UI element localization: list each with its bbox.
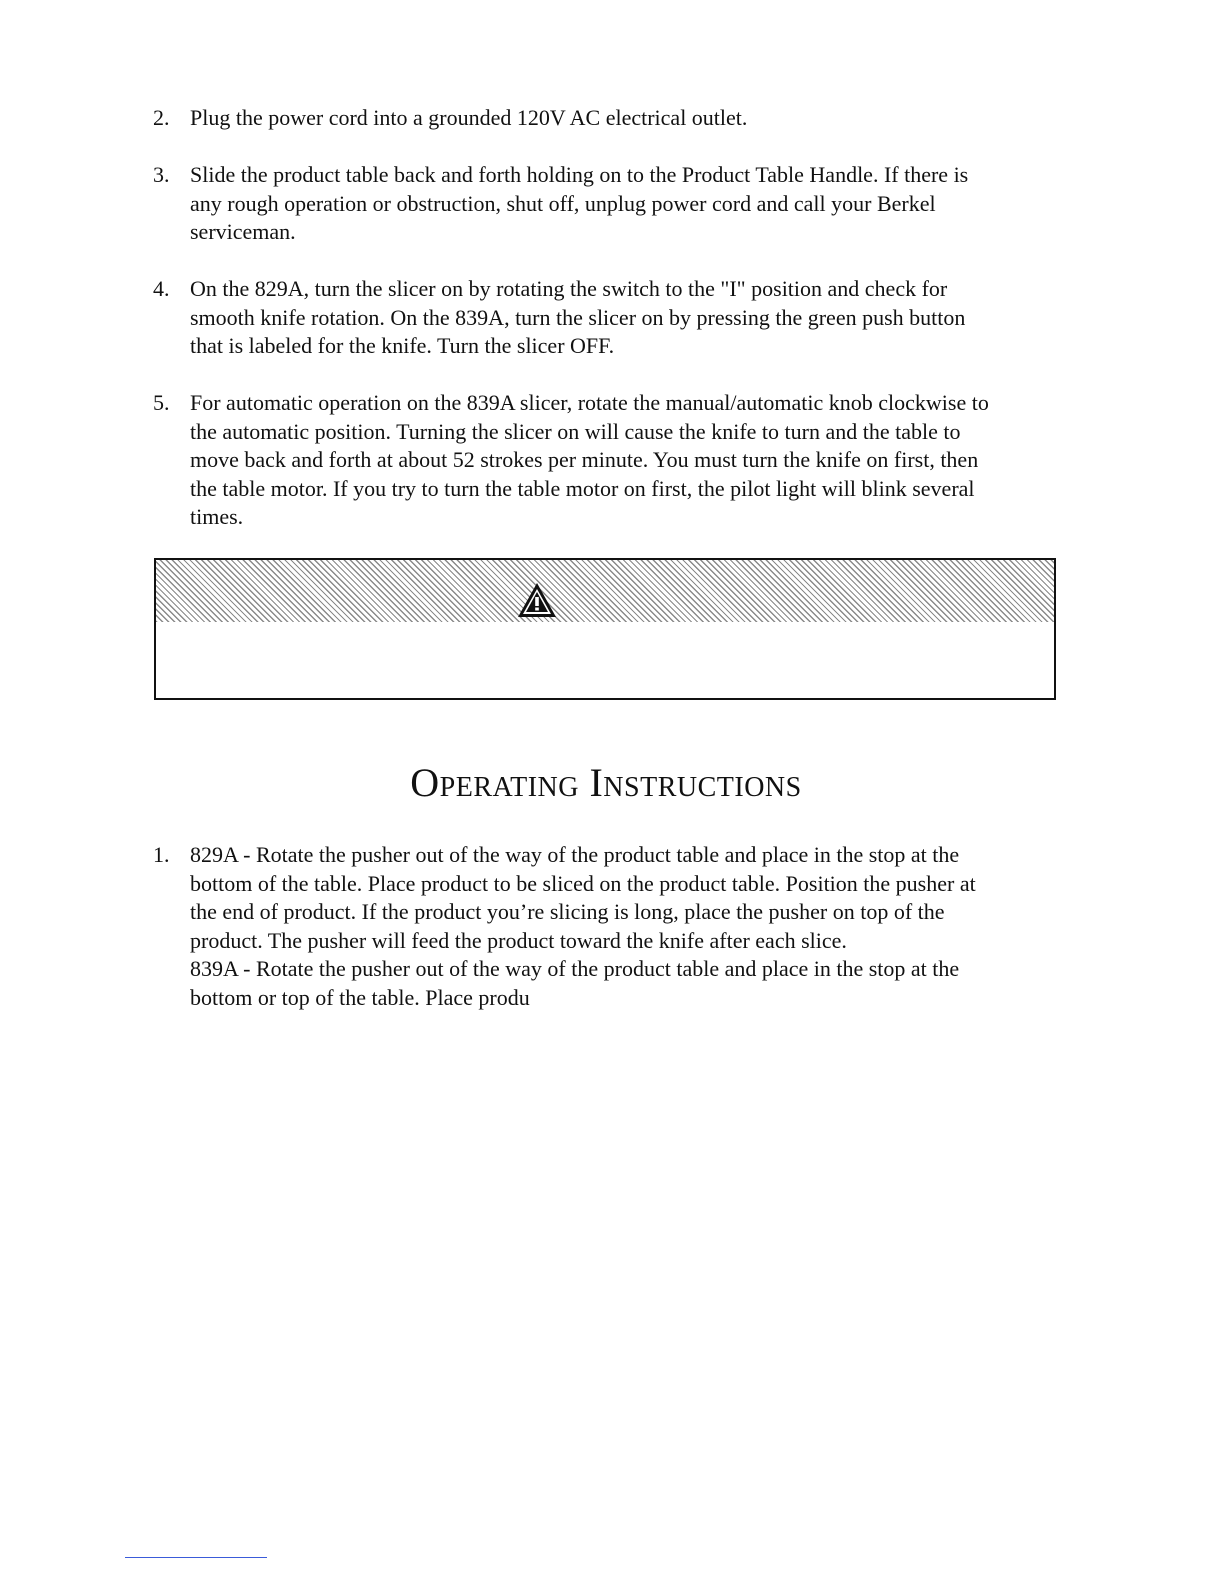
warning-hatched-header bbox=[156, 560, 1054, 622]
list-item-4 bbox=[153, 275, 1073, 361]
list-item-number: 1. bbox=[153, 842, 170, 867]
list-item-number: 4. bbox=[153, 276, 170, 301]
list-item-text: Slide the product table back and forth holding on to the Product Table Handle. If there is any rough operation or obstruction, shut off, unplug power cord and call your Berkel serviceman. bbox=[190, 162, 969, 245]
list-item-text: 829A - Rotate the pusher out of the way of the product table and place in the stop at the bottom of the table. Place product to be sliced on the product table. Position the pusher at the end of product. If the product you’re slicing is long, place the pusher on top of the product. The pusher will feed the product toward the knife after each slice. 839A - Rotate the pusher out of the way of the product table and place in the stop at the bottom or top of the table. Place produ bbox=[190, 842, 976, 1010]
list-item-number: 5. bbox=[153, 390, 170, 415]
list-item-text: Plug the power cord into a grounded 120V AC electrical outlet. bbox=[190, 105, 748, 130]
list-item-5 bbox=[153, 389, 1073, 532]
warning-box bbox=[154, 558, 1056, 700]
list-item-2 bbox=[153, 104, 1073, 133]
warning-triangle-icon bbox=[517, 582, 557, 618]
list-item-3 bbox=[153, 161, 1073, 247]
list-item-text: For automatic operation on the 839A slicer, rotate the manual/automatic knob clockwise to the automatic position. Turning the slicer on will cause the knife to turn and the table to move back and forth at about 52 strokes per minute. You must turn the knife on first, then the table motor. If you try to turn the table motor on first, the pilot light will blink several times. bbox=[190, 390, 989, 530]
list-item-text: On the 829A, turn the slicer on by rotating the switch to the "I" position and check for smooth knife rotation. On the 839A, turn the slicer on by pressing the green push button that is labeled for the knife. Turn the slicer OFF. bbox=[190, 276, 966, 359]
section-title-operating-instructions: Operating Instructions bbox=[410, 760, 802, 805]
footnote-divider bbox=[125, 1557, 267, 1558]
list-item-operating-1 bbox=[153, 841, 1073, 1013]
list-item-number: 3. bbox=[153, 162, 170, 187]
list-item-number: 2. bbox=[153, 105, 170, 130]
